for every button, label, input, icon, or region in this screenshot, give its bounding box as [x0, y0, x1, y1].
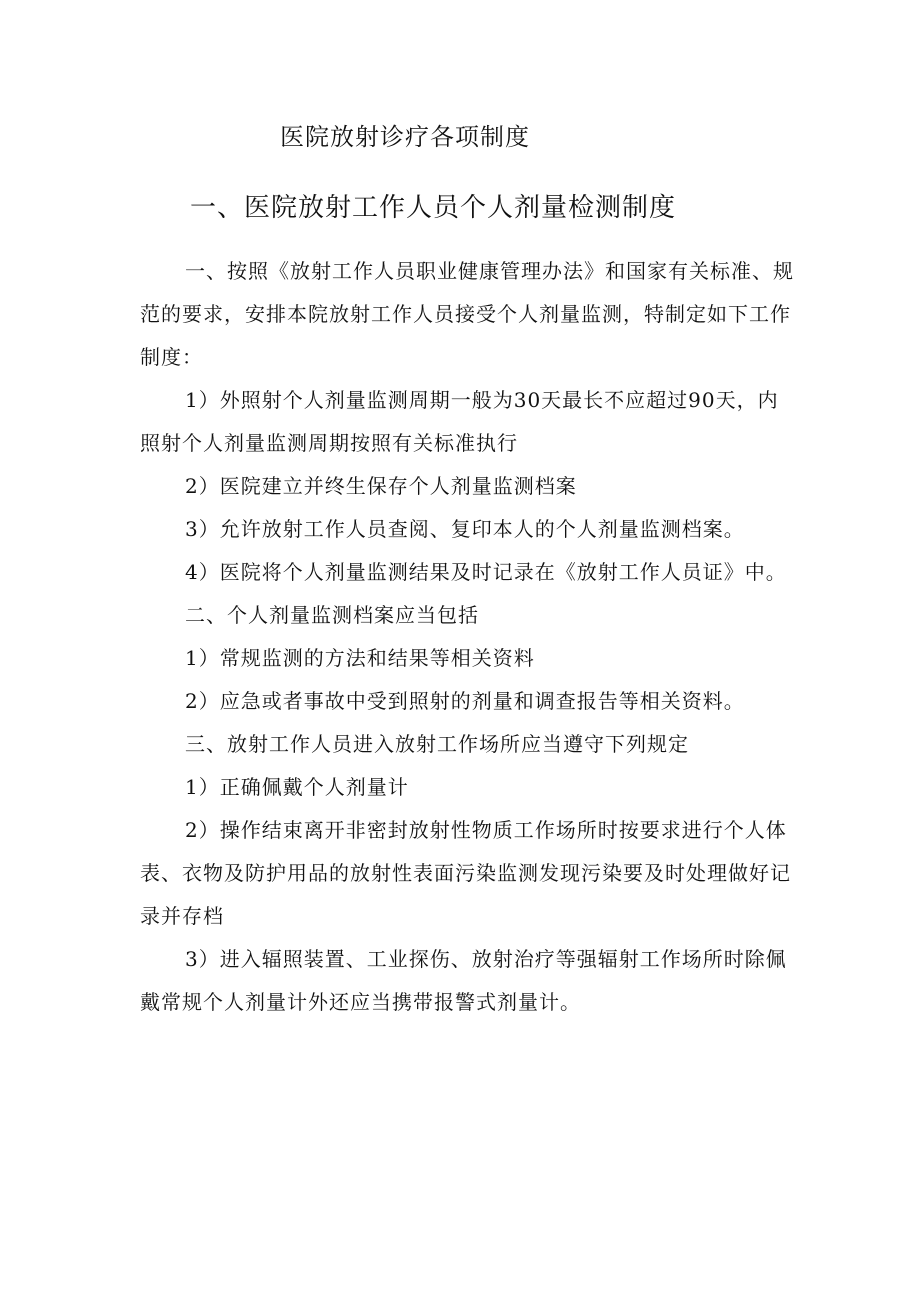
- section-title: 一、医院放射工作人员个人剂量检测制度: [190, 193, 677, 223]
- paragraph: 一、按照《放射工作人员职业健康管理办法》和国家有关标准、规范的要求，安排本院放射工作人员接受个人剂量监测，特制定如下工作制度：: [140, 259, 794, 369]
- paragraph: 1）外照射个人剂量监测周期一般为30天最长不应超过90天，内照射个人剂量监测周期按照有关标准执行: [140, 388, 779, 455]
- document-title: 医院放射诊疗各项制度: [280, 123, 530, 151]
- paragraph: 二、个人剂量监测档案应当包括: [185, 603, 479, 627]
- paragraph: 三、放射工作人员进入放射工作场所应当遵守下列规定: [185, 732, 689, 756]
- paragraph: 2）医院建立并终生保存个人剂量监测档案: [185, 474, 577, 498]
- document-body: [140, 250, 795, 1024]
- paragraph: 3）进入辐照装置、工业探伤、放射治疗等强辐射工作场所时除佩戴常规个人剂量计外还应当携带报警式剂量计。: [140, 947, 787, 1014]
- paragraph: 4）医院将个人剂量监测结果及时记录在《放射工作人员证》中。: [185, 560, 787, 584]
- paragraph: 3）允许放射工作人员查阅、复印本人的个人剂量监测档案。: [185, 517, 745, 541]
- paragraph: 1）常规监测的方法和结果等相关资料: [185, 646, 535, 670]
- paragraph: 2）操作结束离开非密封放射性物质工作场所时按要求进行个人体表、衣物及防护用品的放射性表面污染监测发现污染要及时处理做好记录并存档: [140, 818, 791, 928]
- paragraph: 2）应急或者事故中受到照射的剂量和调查报告等相关资料。: [185, 689, 745, 713]
- paragraph: 1）正确佩戴个人剂量计: [185, 775, 409, 799]
